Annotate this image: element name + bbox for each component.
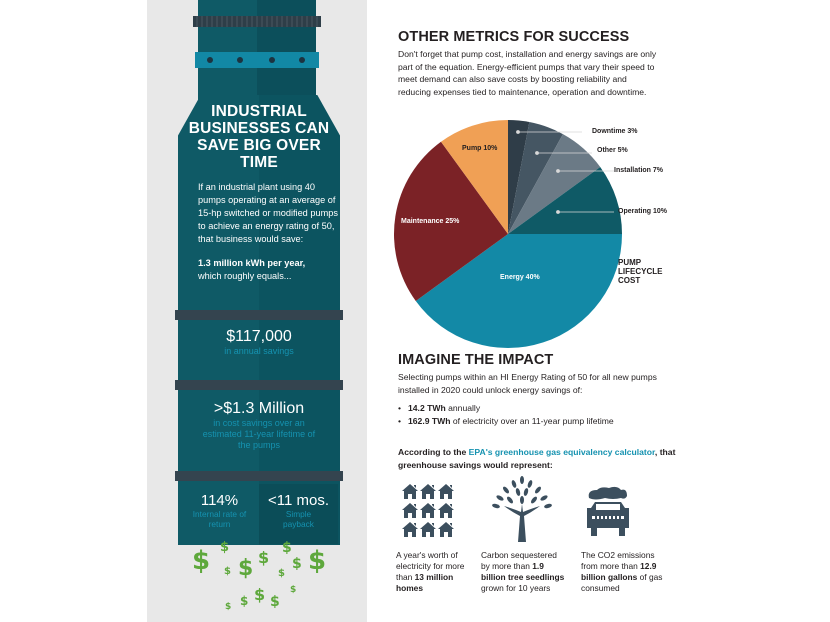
pump-collar xyxy=(193,16,321,27)
bullet-bold: 14.2 TWh xyxy=(408,403,446,413)
dollar-icon: $ xyxy=(225,602,232,612)
pump-band xyxy=(175,310,343,320)
dollar-icon: $ xyxy=(290,585,297,595)
eq-text: of gas consumed xyxy=(581,572,663,593)
stat-label: Simple payback xyxy=(283,509,314,529)
stat-irr xyxy=(180,484,259,544)
dollar-icon: $ xyxy=(192,546,211,576)
pie-label-downtime: Downtime 3% xyxy=(592,128,638,135)
equivalent-homes xyxy=(396,550,482,594)
equivalent-trees xyxy=(481,550,567,594)
intro-text: If an industrial plant using 40 pumps operating at an average of 15-hp switched or modified pumps to achieve an energy rating of 50, that business would save: xyxy=(198,182,338,244)
metrics-heading: OTHER METRICS FOR SUCCESS xyxy=(398,29,630,45)
bullet-item xyxy=(398,415,614,428)
eq-text: grown for 10 years xyxy=(481,583,551,593)
pump-band xyxy=(175,471,343,481)
car-exhaust-icon xyxy=(583,484,633,545)
stat-label: in annual savings xyxy=(224,346,294,356)
pie-label-other: Other 5% xyxy=(597,147,628,154)
houses-icon xyxy=(402,484,456,540)
pie-label-operating: Operating 10% xyxy=(618,208,668,215)
pie-chart xyxy=(392,120,682,350)
dollar-icon: $ xyxy=(278,568,285,579)
left-title: INDUSTRIAL BUSINESSES CAN SAVE BIG OVER TIME xyxy=(188,103,330,171)
stat-value: >$1.3 Million xyxy=(213,400,305,417)
dollar-icon: $ xyxy=(282,540,292,556)
stat-value: 114% xyxy=(200,492,239,509)
epa-prefix: According to the xyxy=(398,447,469,457)
left-intro xyxy=(198,181,338,294)
bullet-item xyxy=(398,402,614,415)
dollar-icon: $ xyxy=(224,566,231,577)
bolt-icon xyxy=(269,57,275,63)
dollar-icon: $ xyxy=(270,594,280,610)
epa-suffix: , that greenhouse savings would represent: xyxy=(398,447,676,470)
pie-label-pump: Pump 10% xyxy=(462,145,498,152)
pie-label-installation: Installation 7% xyxy=(614,167,664,174)
impact-bullets xyxy=(398,402,614,428)
eq-text: Carbon sequestered by more than xyxy=(481,550,557,571)
bullet-bold: 162.9 TWh xyxy=(408,416,451,426)
pump-flange xyxy=(195,52,319,68)
eq-text: The CO2 emissions from more than xyxy=(581,550,655,571)
dollar-icon: $ xyxy=(292,556,302,572)
bolt-icon xyxy=(207,57,213,63)
dollar-icon: $ xyxy=(308,546,327,576)
impact-heading: IMAGINE THE IMPACT xyxy=(398,352,554,368)
epa-calculator-link[interactable]: EPA's greenhouse gas equivalency calculator xyxy=(468,447,655,457)
eq-text: A year's worth of electricity for more than xyxy=(396,550,465,582)
savings-bold: 1.3 million kWh per year, xyxy=(198,258,306,268)
dollar-icon: $ xyxy=(254,585,266,604)
stat-lifetime-savings xyxy=(180,400,338,451)
impact-body: Selecting pumps within an HI Energy Rating of 50 for all new pumps installed in 2020 could unlock energy savings of: xyxy=(398,372,657,395)
eq-bold: 12.9 billion gallons xyxy=(581,561,657,582)
dollar-icon: $ xyxy=(258,548,270,567)
stat-split-row xyxy=(180,484,338,544)
stat-value: $117,000 xyxy=(226,328,292,345)
dollar-icon: $ xyxy=(238,556,254,581)
eq-bold: 13 million homes xyxy=(396,572,454,593)
dollar-icon: $ xyxy=(240,594,249,608)
pie-label-maintenance: Maintenance 25% xyxy=(401,218,460,225)
metrics-body: Don't forget that pump cost, installation and energy savings are only part of the equation. Energy-efficient pumps that vary their speed to meet demand can also save costs by boosting reliability and reducing expenses tied to maintenance, operation and downtime. xyxy=(398,49,657,97)
bolt-icon xyxy=(237,57,243,63)
stat-label: in cost savings over an estimated 11-year lifetime of the pumps xyxy=(202,418,316,450)
savings-text xyxy=(198,257,338,283)
bullet-text: annually xyxy=(445,403,481,413)
pump-band xyxy=(175,380,343,390)
stat-annual-savings xyxy=(180,328,338,357)
stat-value: <11 mos. xyxy=(267,492,329,509)
equivalent-gas xyxy=(581,550,667,594)
pie-svg xyxy=(392,120,682,350)
tree-icon xyxy=(490,476,554,547)
stat-payback xyxy=(259,484,338,544)
bolt-icon xyxy=(299,57,305,63)
chart-title: PUMP LIFECYCLE COST xyxy=(618,258,663,285)
pie-label-energy: Energy 40% xyxy=(500,274,540,281)
savings-rest: which roughly equals... xyxy=(198,271,292,281)
epa-statement xyxy=(398,446,678,472)
bullet-text: of electricity over an 11-year pump lifetime xyxy=(450,416,614,426)
eq-bold: 1.9 billion tree seedlings xyxy=(481,561,565,582)
dollar-icon: $ xyxy=(220,540,230,555)
stat-label: Internal rate of return xyxy=(192,509,247,529)
